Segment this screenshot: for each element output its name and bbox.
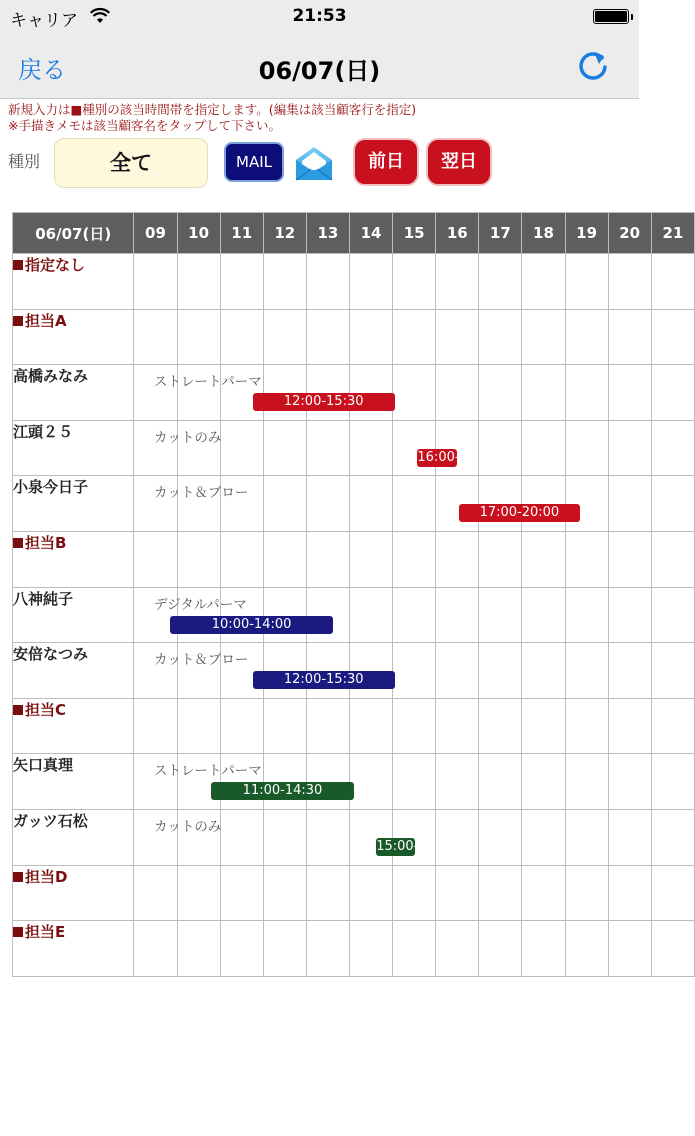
- hour-header: 16: [436, 213, 479, 254]
- time-slot-cell[interactable]: [306, 309, 349, 365]
- time-slot-cell[interactable]: [651, 587, 694, 643]
- time-slot-cell[interactable]: [393, 809, 436, 865]
- time-slot-cell[interactable]: [608, 309, 651, 365]
- customer-name[interactable]: [13, 643, 134, 699]
- schedule-grid[interactable]: [12, 212, 684, 977]
- time-slot-cell[interactable]: [608, 420, 651, 476]
- time-slot-cell[interactable]: [306, 587, 349, 643]
- time-slot-cell[interactable]: [306, 531, 349, 587]
- hour-header: 12: [263, 213, 306, 254]
- time-slot-cell[interactable]: [306, 365, 349, 421]
- time-slot-cell[interactable]: [522, 643, 565, 699]
- staff-group-row: [13, 921, 695, 977]
- time-slot-cell[interactable]: [306, 809, 349, 865]
- time-slot-cell[interactable]: [177, 754, 220, 810]
- type-selector-button[interactable]: 全て: [54, 138, 208, 188]
- menu-label: ストレートパーマ: [154, 763, 262, 780]
- hour-header: 14: [349, 213, 392, 254]
- time-slot-cell[interactable]: [608, 809, 651, 865]
- time-slot-cell[interactable]: [349, 309, 392, 365]
- time-slot-cell[interactable]: [393, 921, 436, 977]
- time-slot-cell[interactable]: [393, 643, 436, 699]
- row-name-label: 矢口真理: [13, 756, 74, 775]
- row-name-label: 安倍なつみ: [13, 645, 89, 664]
- time-slot-cell[interactable]: [177, 476, 220, 532]
- time-slot-cell[interactable]: [651, 531, 694, 587]
- time-slot-cell[interactable]: [479, 921, 522, 977]
- time-slot-cell[interactable]: [565, 309, 608, 365]
- date-header: 06/07(日): [13, 213, 134, 254]
- time-slot-cell[interactable]: [263, 254, 306, 310]
- time-slot-cell[interactable]: [134, 531, 177, 587]
- hour-header: 20: [608, 213, 651, 254]
- hour-header: 15: [393, 213, 436, 254]
- customer-row: [13, 476, 695, 532]
- time-slot-cell[interactable]: [263, 643, 306, 699]
- group-marker-icon: [13, 927, 23, 937]
- battery-icon: [593, 9, 629, 24]
- time-slot-cell[interactable]: [134, 698, 177, 754]
- time-slot-cell[interactable]: [522, 698, 565, 754]
- time-slot-cell[interactable]: [436, 921, 479, 977]
- time-slot-cell[interactable]: [522, 754, 565, 810]
- time-slot-cell[interactable]: [436, 698, 479, 754]
- time-slot-cell[interactable]: [651, 365, 694, 421]
- hour-header: 13: [306, 213, 349, 254]
- time-slot-cell[interactable]: [177, 254, 220, 310]
- time-slot-cell[interactable]: [349, 476, 392, 532]
- time-slot-cell[interactable]: [177, 643, 220, 699]
- time-slot-cell[interactable]: [565, 587, 608, 643]
- time-slot-cell[interactable]: [306, 420, 349, 476]
- time-slot-cell[interactable]: [479, 698, 522, 754]
- hour-header: 21: [651, 213, 694, 254]
- row-name-label: 担当D: [25, 867, 68, 886]
- time-slot-cell[interactable]: [608, 643, 651, 699]
- time-slot-cell[interactable]: [220, 587, 263, 643]
- time-slot-cell[interactable]: [177, 420, 220, 476]
- time-slot-cell[interactable]: [393, 365, 436, 421]
- clock: 21:53: [292, 6, 347, 26]
- time-slot-cell[interactable]: [522, 865, 565, 921]
- time-slot-cell[interactable]: [349, 754, 392, 810]
- time-slot-cell[interactable]: [263, 698, 306, 754]
- time-slot-cell[interactable]: [479, 309, 522, 365]
- time-slot-cell[interactable]: [220, 365, 263, 421]
- time-slot-cell[interactable]: [393, 420, 436, 476]
- time-slot-cell[interactable]: [565, 698, 608, 754]
- time-slot-cell[interactable]: [436, 531, 479, 587]
- time-slot-cell[interactable]: [306, 921, 349, 977]
- time-slot-cell[interactable]: [306, 476, 349, 532]
- time-slot-cell[interactable]: [479, 865, 522, 921]
- help-line-2: ※手描きメモは該当顧客名をタップして下さい。: [8, 118, 281, 133]
- time-slot-cell[interactable]: [522, 531, 565, 587]
- time-slot-cell[interactable]: [436, 809, 479, 865]
- time-slot-cell[interactable]: [608, 254, 651, 310]
- hour-header: 10: [177, 213, 220, 254]
- time-slot-cell[interactable]: [349, 698, 392, 754]
- time-slot-cell[interactable]: [608, 754, 651, 810]
- row-name-label: ガッツ石松: [13, 811, 88, 830]
- type-label: 種別: [8, 152, 41, 171]
- time-slot-cell[interactable]: [651, 809, 694, 865]
- previous-day-button[interactable]: 前日: [353, 138, 419, 186]
- time-slot-cell[interactable]: [263, 365, 306, 421]
- time-slot-cell[interactable]: [479, 254, 522, 310]
- time-slot-cell[interactable]: [608, 476, 651, 532]
- appointment-bar[interactable]: 16:00-: [417, 449, 460, 465]
- time-slot-cell[interactable]: [134, 865, 177, 921]
- time-slot-cell[interactable]: [349, 865, 392, 921]
- customer-row: [13, 365, 695, 421]
- time-slot-cell[interactable]: [263, 865, 306, 921]
- hour-header: 18: [522, 213, 565, 254]
- time-slot-cell[interactable]: [479, 809, 522, 865]
- time-slot-cell[interactable]: [565, 531, 608, 587]
- time-slot-cell[interactable]: [263, 476, 306, 532]
- time-slot-cell[interactable]: [263, 921, 306, 977]
- time-slot-cell[interactable]: [565, 365, 608, 421]
- time-slot-cell[interactable]: [651, 309, 694, 365]
- group-marker-icon: [13, 872, 23, 882]
- customer-row: [13, 587, 695, 643]
- customer-name[interactable]: [13, 587, 134, 643]
- time-slot-cell[interactable]: [522, 420, 565, 476]
- time-slot-cell[interactable]: [608, 365, 651, 421]
- menu-label: カット＆ブロー: [154, 485, 249, 502]
- menu-label: ストレートパーマ: [154, 374, 262, 391]
- staff-group-row: [13, 254, 695, 310]
- staff-group-name[interactable]: [13, 921, 134, 977]
- time-slot-cell[interactable]: [134, 309, 177, 365]
- schedule-table: [12, 212, 695, 977]
- customer-row: [13, 754, 695, 810]
- time-slot-cell[interactable]: [263, 809, 306, 865]
- time-slot-cell[interactable]: [651, 865, 694, 921]
- time-slot-cell[interactable]: [220, 643, 263, 699]
- time-slot-cell[interactable]: [134, 921, 177, 977]
- time-slot-cell[interactable]: [134, 809, 177, 865]
- row-name-label: 担当B: [25, 533, 67, 552]
- time-slot-cell[interactable]: [436, 254, 479, 310]
- time-slot-cell[interactable]: [436, 365, 479, 421]
- group-marker-icon: [13, 705, 23, 715]
- time-slot-cell[interactable]: [134, 754, 177, 810]
- time-slot-cell[interactable]: [565, 254, 608, 310]
- time-slot-cell[interactable]: [220, 754, 263, 810]
- row-name-label: 八神純子: [13, 589, 74, 608]
- group-marker-icon: [13, 316, 23, 326]
- menu-label: カットのみ: [154, 819, 222, 835]
- time-slot-cell[interactable]: [522, 809, 565, 865]
- time-slot-cell[interactable]: [522, 476, 565, 532]
- time-slot-cell[interactable]: [349, 420, 392, 476]
- group-marker-icon: [13, 538, 23, 548]
- time-slot-cell[interactable]: [393, 698, 436, 754]
- staff-group-name[interactable]: [13, 698, 134, 754]
- row-name-label: 担当C: [25, 700, 67, 719]
- help-line-1: 新規入力は■種別の該当時間帯を指定します。(編集は該当顧客行を指定): [8, 102, 417, 117]
- time-slot-cell[interactable]: [220, 865, 263, 921]
- time-slot-cell[interactable]: [393, 254, 436, 310]
- time-slot-cell[interactable]: [134, 420, 177, 476]
- time-slot-cell[interactable]: [565, 420, 608, 476]
- time-slot-cell[interactable]: [479, 476, 522, 532]
- time-slot-cell[interactable]: [220, 921, 263, 977]
- time-slot-cell[interactable]: [436, 309, 479, 365]
- time-slot-cell[interactable]: [177, 309, 220, 365]
- time-slot-cell[interactable]: [436, 643, 479, 699]
- time-slot-cell[interactable]: [651, 698, 694, 754]
- time-slot-cell[interactable]: [393, 531, 436, 587]
- time-slot-cell[interactable]: [306, 254, 349, 310]
- time-slot-cell[interactable]: [393, 476, 436, 532]
- time-slot-cell[interactable]: [177, 809, 220, 865]
- row-name-label: 担当E: [25, 923, 66, 942]
- menu-label: カットのみ: [154, 429, 222, 446]
- time-slot-cell[interactable]: [349, 531, 392, 587]
- row-name-label: 高橋みなみ: [13, 367, 89, 386]
- customer-row: [13, 643, 695, 699]
- time-slot-cell[interactable]: [393, 865, 436, 921]
- time-slot-cell[interactable]: [608, 698, 651, 754]
- customer-row: [13, 809, 695, 865]
- time-slot-cell[interactable]: [522, 309, 565, 365]
- customer-name[interactable]: [13, 476, 134, 532]
- time-slot-cell[interactable]: [306, 754, 349, 810]
- time-slot-cell[interactable]: [349, 809, 392, 865]
- page-title: 06/07(日): [258, 57, 381, 85]
- time-slot-cell[interactable]: [651, 643, 694, 699]
- customer-name[interactable]: [13, 809, 134, 865]
- time-slot-cell[interactable]: [263, 587, 306, 643]
- time-slot-cell[interactable]: [479, 754, 522, 810]
- staff-group-row: [13, 865, 695, 921]
- time-slot-cell[interactable]: [565, 865, 608, 921]
- time-slot-cell[interactable]: [522, 587, 565, 643]
- hour-header: 09: [134, 213, 177, 254]
- staff-group-row: [13, 309, 695, 365]
- staff-group-row: [13, 531, 695, 587]
- hour-header: 19: [565, 213, 608, 254]
- time-slot-cell[interactable]: [479, 365, 522, 421]
- status-bar: [0, 0, 639, 36]
- refresh-icon[interactable]: [573, 46, 613, 86]
- row-name-label: 担当A: [25, 311, 67, 330]
- time-slot-cell[interactable]: [349, 643, 392, 699]
- time-slot-cell[interactable]: [522, 254, 565, 310]
- time-slot-cell[interactable]: [608, 865, 651, 921]
- customer-name[interactable]: [13, 420, 134, 476]
- time-slot-cell[interactable]: [565, 921, 608, 977]
- customer-name[interactable]: [13, 365, 134, 421]
- appointment-bar[interactable]: 15:00-: [376, 839, 419, 854]
- time-slot-cell[interactable]: [177, 531, 220, 587]
- group-marker-icon: [13, 260, 23, 270]
- next-day-button[interactable]: 翌日: [426, 138, 492, 186]
- time-slot-cell[interactable]: [220, 476, 263, 532]
- customer-row: [13, 420, 695, 476]
- time-slot-cell[interactable]: [479, 643, 522, 699]
- time-slot-cell[interactable]: [436, 587, 479, 643]
- time-slot-cell[interactable]: [565, 809, 608, 865]
- time-slot-cell[interactable]: [565, 643, 608, 699]
- time-slot-cell[interactable]: [306, 865, 349, 921]
- help-text: [8, 102, 416, 134]
- row-name-label: 小泉今日子: [13, 478, 89, 497]
- time-slot-cell[interactable]: [608, 587, 651, 643]
- appointment-bar[interactable]: 12:00-15:30: [253, 671, 395, 689]
- time-slot-cell[interactable]: [651, 754, 694, 810]
- time-slot-cell[interactable]: [651, 921, 694, 977]
- time-slot-cell[interactable]: [565, 476, 608, 532]
- time-slot-cell[interactable]: [522, 365, 565, 421]
- staff-group-name[interactable]: [13, 531, 134, 587]
- time-slot-cell[interactable]: [436, 865, 479, 921]
- time-slot-cell[interactable]: [393, 309, 436, 365]
- appointment-bar[interactable]: 11:00-14:30: [211, 782, 353, 800]
- time-slot-cell[interactable]: [220, 254, 263, 310]
- staff-group-name[interactable]: [13, 865, 134, 921]
- time-slot-cell[interactable]: [306, 643, 349, 699]
- time-slot-cell[interactable]: [306, 698, 349, 754]
- time-slot-cell[interactable]: [220, 698, 263, 754]
- time-slot-cell[interactable]: [177, 365, 220, 421]
- carrier-label: キャリア: [10, 11, 78, 31]
- mail-button[interactable]: MAIL: [224, 142, 284, 182]
- time-slot-cell[interactable]: [522, 921, 565, 977]
- time-slot-cell[interactable]: [651, 254, 694, 310]
- appointment-bar[interactable]: 17:00-20:00: [459, 504, 581, 522]
- time-slot-cell[interactable]: [134, 365, 177, 421]
- menu-label: カット＆ブロー: [154, 652, 249, 669]
- time-slot-cell[interactable]: [220, 809, 263, 865]
- time-slot-cell[interactable]: [479, 420, 522, 476]
- time-slot-cell[interactable]: [393, 754, 436, 810]
- hour-header: 17: [479, 213, 522, 254]
- time-slot-cell[interactable]: [220, 420, 263, 476]
- time-slot-cell[interactable]: [436, 420, 479, 476]
- time-slot-cell[interactable]: [436, 754, 479, 810]
- staff-group-row: [13, 698, 695, 754]
- menu-label: デジタルパーマ: [154, 596, 247, 613]
- time-slot-cell[interactable]: [263, 309, 306, 365]
- time-slot-cell[interactable]: [651, 420, 694, 476]
- time-slot-cell[interactable]: [134, 587, 177, 643]
- time-slot-cell[interactable]: [479, 587, 522, 643]
- time-slot-cell[interactable]: [479, 531, 522, 587]
- time-slot-cell[interactable]: [349, 254, 392, 310]
- time-slot-cell[interactable]: [134, 643, 177, 699]
- staff-group-name[interactable]: [13, 309, 134, 365]
- time-slot-cell[interactable]: [349, 921, 392, 977]
- time-slot-cell[interactable]: [651, 476, 694, 532]
- open-envelope-icon[interactable]: [293, 142, 335, 184]
- time-slot-cell[interactable]: [608, 531, 651, 587]
- time-slot-cell[interactable]: [177, 921, 220, 977]
- customer-name[interactable]: [13, 754, 134, 810]
- appointment-bar[interactable]: 12:00-15:30: [253, 393, 395, 411]
- time-slot-cell[interactable]: [263, 531, 306, 587]
- time-slot-cell[interactable]: [134, 476, 177, 532]
- time-slot-cell[interactable]: [134, 254, 177, 310]
- time-slot-cell[interactable]: [263, 754, 306, 810]
- time-slot-cell[interactable]: [177, 698, 220, 754]
- time-slot-cell[interactable]: [436, 476, 479, 532]
- time-slot-cell[interactable]: [565, 754, 608, 810]
- staff-group-name[interactable]: [13, 254, 134, 310]
- row-name-label: 指定なし: [25, 256, 86, 274]
- time-slot-cell[interactable]: [349, 587, 392, 643]
- back-button[interactable]: 戻る: [18, 56, 66, 84]
- appointment-bar[interactable]: 10:00-14:00: [170, 616, 333, 634]
- time-slot-cell[interactable]: [393, 587, 436, 643]
- hour-header: 11: [220, 213, 263, 254]
- time-slot-cell[interactable]: [220, 531, 263, 587]
- row-name-label: 江頭２５: [13, 422, 74, 441]
- time-slot-cell[interactable]: [263, 420, 306, 476]
- time-slot-cell[interactable]: [220, 309, 263, 365]
- time-slot-cell[interactable]: [177, 865, 220, 921]
- time-slot-cell[interactable]: [349, 365, 392, 421]
- navigation-bar: [0, 36, 639, 99]
- time-slot-cell[interactable]: [177, 587, 220, 643]
- time-slot-cell[interactable]: [608, 921, 651, 977]
